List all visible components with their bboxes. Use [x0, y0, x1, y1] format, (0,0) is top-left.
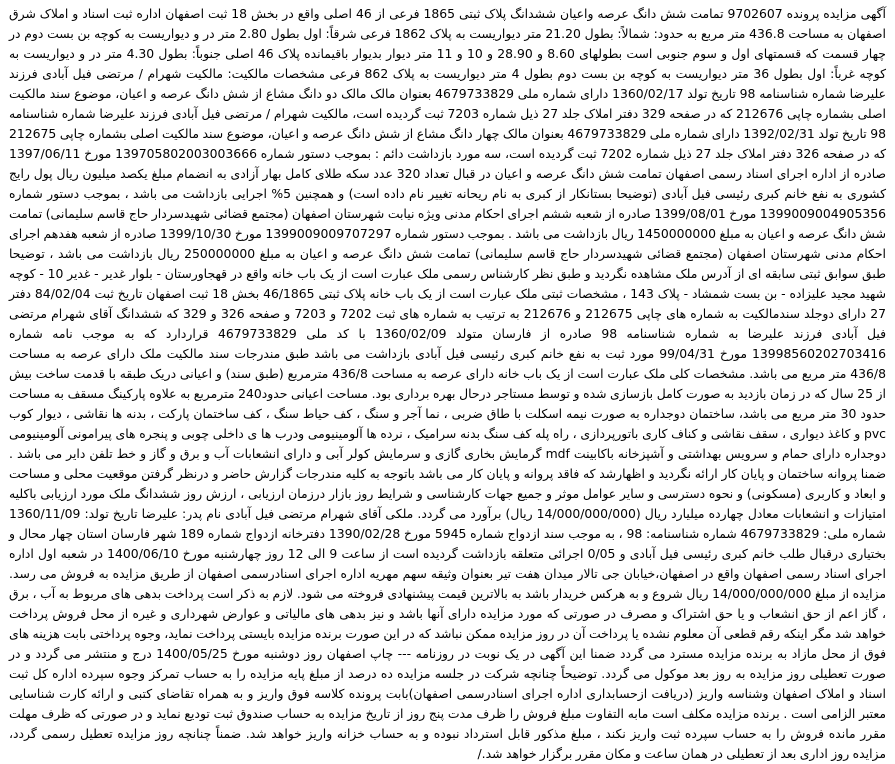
auction-notice-text: آگهی مزایده پرونده 9702607 تمامت شش دانگ عرصه واعیان ششدانگ پلاک ثبتی 1865 فرعی از 46 اصلی واقع در بخش 18 ثبت اصفهان اداره ثبت اسناد و املاک شرق اصفهان به مساحت 436.8 متر مربع به حدود: شمالاً: بطول 21.20 متر دیواریست به پلاک 1862 فرعی شرقاً: اول بطول 2.80 متر در و دیواریست به کوچه بن بست دوم در چهار قسمت که قسمتهای اول و سوم جنوبی است بطولهای 8.60 و 28.90 و 10 و 11 متر دیوار بدیوار باقیمانده پلاک 46 اصلی جنوباً: بطول 4.30 متر در و دیواریست به کوچه غرباً: اول بطول 36 متر دیواریست به کوچه بن بست دوم بطول 4 متر دیواریست به پلاک 862 فرعی مشخصات مالکیت: مالکیت شهرام / مرتضی فیل آبادی فرزند علیرضا شماره شناسنامه 98 تاریخ تولد 1360/02/17 دارای شماره ملی 4679733829 بعنوان مالک مالک دو دانگ مشاع از شش دانگ عرصه و اعیان، موضوع سند مالکیت اصلی بشماره چاپی 212676 که در صفحه 329 دفتر املاک جلد 27 ذیل شماره 7203 ثبت گردیده است، مالکیت شهرام / مرتضی فیل آبادی فرزند علیرضا شماره شناسنامه 98 تاریخ تولد 1392/02/31 دارای شماره ملی 4679733829 بعنوان مالک چهار دانگ مشاع از شش دانگ عرصه و اعیان، موضوع سند مالکیت اصلی بشماره چاپی 212675 که در صفحه 326 دفتر املاک جلد 27 ذیل شماره 7202 ثبت گردیده است، سه مورد بازداشت دائم : بموجب دستور شماره 139705802003003666 مورخ 1397/06/11 صادره از اداره اجرای اسناد رسمی اصفهان تمامت شش دانگ عرصه و اعیان در قبال تعداد 320 عدد سکه طلای کامل بهار آزادی به انضمام مبلغ یکصد میلیون ریال پول رایج کشوری به نفع خانم کبری رئیسی فیل آبادی (توضیحا بستانکار از کبری به نام ریحانه تغییر نام داده است) و همچنین 5% اجرایی بازداشت می باشد ، بموجب دستور شماره 1399009004905356 مورخ 1399/08/01 صادره از شعبه ششم اجرای احکام مدنی ویژه نیابت شهرستان اصفهان (مجتمع قضائی شهیدسردار حاج قاسم سلیمانی) تمامت شش دانگ عرصه و اعیان به مبلغ 1450000000 ریال بازداشت می باشد . بموجب دستور شماره 1399009009707297 مورخ 1399/10/30 صادره از شعبه هفدهم اجرای احکام مدنی شهرستان اصفهان (مجتمع قضائی شهیدسردار حاج قاسم سلیمانی) تمامت شش دانگ عرصه و اعیان به مبلغ 250000000 ریال بازداشت می باشد ، توضیحا طبق سوابق ثبتی سابقه ای از آدرس ملک مشاهده نگردید و طبق نظر کارشناس رسمی ملک عبارت است از یک باب خانه واقع در قهجاورستان - بلوار غدیر - غدیر 10 - کوچه شهید مجید علیزاده - بن بست شمشاد - پلاک 143 ، مشخصات ثبتی ملک عبارت است از یک باب خانه پلاک ثبتی 46/1865 بخش 18 ثبت اصفهان تاریخ ثبت 84/02/04 دفتر 27 دارای دوجلد سندمالکیت به شماره های چاپی 212675 و 212676 به ترتیب به شماره های ثبت 7202 و 7203 و صفحه 326 و 329 که ششدانگ آقای شهرام مرتضی فیل آبادی فرزند علیرضا به شماره شناسنامه 98 صادره از فارسان متولد 1360/02/09 با کد ملی 4679733829 قراردارد که به موجب نامه شماره 13998560202703416 مورخ 99/04/31 مورد ثبت به نفع خانم کبری رئیسی فیل آبادی بازداشت می باشد طبق مندرجات سند مالکیت ملک دارای عرصه به مساحت 436/8 متر مربع می باشد. مشخصات کلی ملک عبارت است از یک باب خانه دارای عرصه به مساحت 436/8 مترمربع (طبق سند) و اعیانی دریک طبقه با قدمت ساخت بیش از 25 سال که در زمان بازدید به صورت کامل بازسازی شده و توسط مستاجر درحال بهره برداری بود. مساحت اعیانی حدود240 مترمربع به علاوه پارکینگ مسقف به مساحت حدود 30 متر مربع می باشد، ساختمان دوجداره به صورت نیمه اسکلت با طاق ضربی ، نما آجر و سنگ ، کف حیاط سنگ ، کف ساختمان پارکت ، بدنه ها نقاشی ، دیوار کوب pvc و کاغذ دیواری ، سقف نقاشی و کناف کاری باتورپردازی ، راه پله کف سنگ بدنه سرامیک ، نرده ها آلومینیومی ودرب ها ی داخلی چوبی و پنجره های پیرامونی آلومینیومی دوجداره دارای حمام و سرویس بهداشتی و آشپزخانه باکابینت mdf گرمایش بخاری گازی و سرمایش کولر آبی و دارای انشعابات آب و برق و گاز و خط تلفن دایر می باشد . ضمنا پروانه ساختمان و پایان کار ارائه نگردید و اظهارشد که فاقد پروانه و پایان کار می باشد باتوجه به کلیه مندرجات گزارش حاضر و درنظر گرفتن موقعیت محلی و مساحت و ابعاد و کاربری (مسکونی) و نحوه دسترسی و سایر عوامل موثر و جمیع جهات کارشناسی و شرایط روز بازار درزمان ارزیابی ، ارزش روز ششدانگ ملک مورد ارزیابی باکلیه امتیازات و انشعابات معادل چهارده میلیارد ریال (14/000/000/000 ریال) برآورد می گردد. ملکی آقای شهرام مرتضی فیل آبادی نام پدر: علیرضا تاریخ تولد: 1360/11/09 شماره ملی: 4679733829 شماره شناسنامه: 98 ، به موجب سند ازدواج شماره 5945 مورخ 1390/02/28 دفترخانه ازدواج شماره 189 شهر فارسان استان چهار محال و بختیاری درقبال طلب خانم کبری رئیسی فیل آبادی و 0/05 اجرائی متعلقه بازداشت گردیده است از ساعت 9 الی 12 روز چهارشنبه مورخ 1400/06/10 در شعبه اول اداره اجرای اسناد رسمی اصفهان واقع در اصفهان،خیابان جی تالار میدان هفت تیر بعنوان وثیقه سهم مهریه اداره اجرای اسنادرسمی اصفهان از طریق مزایده به فروش می رسد. مزایده از مبلغ 14/000/000/000 ریال شروع و به هرکس خریدار باشد به بالاترین قیمت پیشنهادی فروخته می شود. لازم به ذکر است پرداخت بدهی های مربوط به آب ، برق ، گاز اعم از حق انشعاب و یا حق اشتراک و مصرف در صورتی که مورد مزایده دارای آنها باشد و نیز بدهی های مالیاتی و عوارض شهرداری و غیره از محل فروش پرداخت خواهد شد مگر اینکه رقم قطعی آن معلوم نشده یا پرداخت آن در روز مزایده ممکن نباشد که در این صورت برنده مزایده بایستی پرداخت نماید، وجوه پرداختی بابت هزینه های فوق از محل مازاد به برنده مزایده مسترد می گردد ضمنا این آگهی در یک نوبت در روزنامه --- چاپ اصفهان روز دوشنبه مورخ 1400/05/25 درج و منتشر می گردد و در صورت تعطیلی روز مزایده به روز بعد موکول می گردد. توضیحاً چنانچه شرکت در جلسه مزایده ده درصد از مبلغ پایه مزایده را به حساب تمرکز وجوه سپرده اداره کل ثبت اسناد و املاک اصفهان وشناسه واریز (دریافت ازحسابداری اداره اجرای اسنادرسمی اصفهان)بابت پرونده کلاسه فوق واریز و به همراه تقاضای کتبی و ارائه کارت شناسایی معتبر الزامی است . برنده مزایده مکلف است مابه التفاوت مبلغ فروش را ظرف مدت پنج روز از تاریخ مزایده به حساب صندوق ثبت تودیع نماید و در صورتی که ظرف مهلت مقرر مانده فروش را به حساب سپرده ثبت واریز نکند ، مبلغ مذکور قابل استرداد نبوده و به حساب خزانه واریز خواهد شد. ضمناً چنانچه روز مزایده تعطیل رسمی گردد، مزایده روز اداری بعد از تعطیلی در همان ساعت و مکان مقرر برگزار خواهد شد./ [9, 6, 887, 761]
